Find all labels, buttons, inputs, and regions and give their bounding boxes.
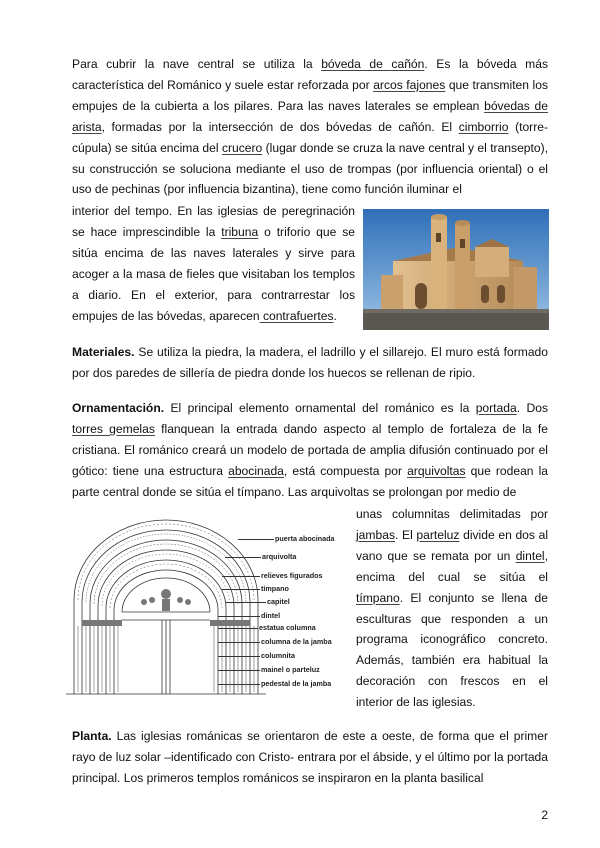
- paragraph-tribuna: interior del tempo. En las iglesias de peregrinación se hace imprescindible la tribuna o triforio que se sitúa encima de las naves laterales y sirve para acoger a la masa de fieles que visitaban los templos a diario. En el exterior, para contrarrestar los empujes de las bóvedas, aparecen contrafuertes.: [72, 204, 356, 323]
- label-mainel-parteluz: mainel o parteluz: [261, 665, 320, 674]
- link-portada: portada: [475, 401, 517, 415]
- label-timpano: tímpano: [261, 584, 289, 593]
- link-contrafuertes: contrafuertes: [259, 308, 334, 323]
- link-torres-gemelas: torres gemelas: [72, 421, 155, 436]
- link-timpano: tímpano: [356, 590, 400, 605]
- label-arquivolta: arquivolta: [262, 552, 297, 561]
- link-arquivoltas: arquivoltas: [407, 463, 466, 478]
- link-arcos-fajones: arcos fajones: [373, 77, 446, 92]
- paragraph-ornamentacion-cont: unas columnitas delimitadas por jambas. El parteluz divide en dos al vano que se remata por un dintel, encima del cual se sitúa el tímpano. El conjunto se llena de esculturas que responden a un programa iconográfico concreto. Además, también era habitual la decoración con frescos en el interior de las iglesias.: [356, 507, 549, 710]
- page-number: 2: [541, 808, 548, 822]
- link-boveda-canon: bóveda de cañón: [321, 57, 425, 71]
- link-dintel: dintel: [515, 548, 545, 563]
- heading-materiales: Materiales.: [72, 345, 135, 359]
- link-tribuna: tribuna: [221, 224, 259, 239]
- label-pedestal-jamba: pedestal de la jamba: [261, 679, 332, 688]
- church-photo: [363, 209, 549, 330]
- paragraph-materiales: Materiales. Se utiliza la piedra, la madera, el ladrillo y el sillarejo. El muro está formado por dos paredes de sillería de piedra donde los huecos se rellenan de ripio.: [72, 345, 548, 380]
- link-parteluz: parteluz: [416, 527, 460, 542]
- paragraph-planta: Planta. Las iglesias románicas se orientaron de este a oeste, de forma que el primer rayo de luz solar –identificado con Cristo- entrara por el ábside, y el último por la portada principal. Los primeros templos románicos se inspiraron en la planta basilical: [72, 729, 548, 785]
- link-cimborrio: cimborrio: [458, 119, 509, 134]
- label-columnita: columnita: [261, 651, 295, 660]
- portal-diagram: [66, 516, 266, 696]
- paragraph-ornamentacion: Ornamentación. El principal elemento ornamental del románico es la portada. Dos torres gemelas flanquean la entrada dando aspecto al templo de fortaleza de la fe cristiana. El románico creará un modelo de portada de amplia difusión continuado por el gótico: tiene una estructura abocinada, está compuesta por arquivoltas que rodean la parte central donde se sitúa el tímpano. Las arquivoltas se prolongan por medio de: [72, 401, 549, 499]
- heading-planta: Planta.: [72, 729, 112, 743]
- label-dintel: dintel: [261, 611, 281, 620]
- label-estatua-columna: estatua columna: [259, 623, 316, 632]
- label-relieves-figurados: relieves figurados: [261, 571, 323, 580]
- link-jambas: jambas: [356, 527, 395, 542]
- heading-ornamentacion: Ornamentación.: [72, 401, 165, 415]
- paragraph-boveda: Para cubrir la nave central se utiliza la bóveda de cañón. Es la bóveda más característica del Románico y suele estar reforzada por arcos fajones que transmiten los empujes de la cubierta a los pilares. Para las naves laterales se emplean bóvedas de arista, formadas por la intersección de dos bóvedas de cañón. El cimborrio (torre-cúpula) se sitúa encima del crucero (lugar donde se cruza la nave central y el transepto), su construcción se soluciona mediante el uso de trompas (por influencia oriental) o el uso de pechinas (por influencia bizantina), tiene como función iluminar el: [72, 57, 548, 197]
- label-columna-jamba: columna de la jamba: [261, 637, 332, 646]
- link-crucero: crucero: [221, 140, 263, 155]
- link-abocinada: abocinada: [228, 463, 284, 478]
- label-puerta-abocinada: puerta abocinada: [275, 534, 335, 543]
- link-bovedas-arista: bóvedas de arista: [72, 98, 548, 134]
- label-capitel: capitel: [267, 597, 290, 606]
